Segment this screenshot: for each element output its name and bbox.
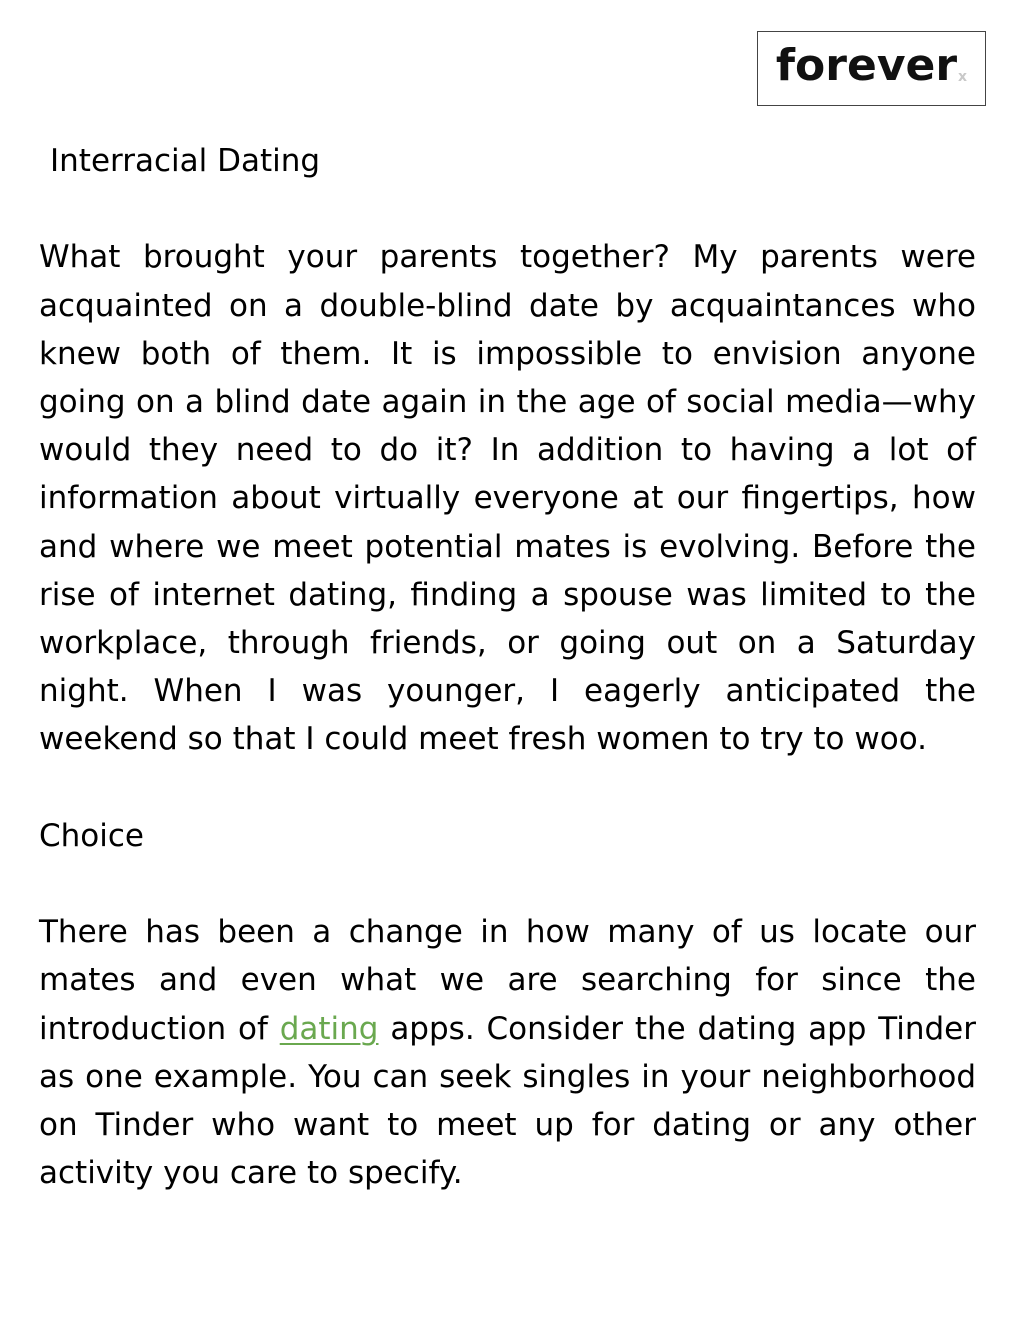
spacer (39, 860, 976, 908)
page-title: Interracial Dating (50, 143, 321, 179)
intro-paragraph: What brought your parents together? My parents were acquainted on a double-blind date by acquaintances who knew both of them. It is impossible to envision anyone going on a blind date again in the age of social media—why would they need to do it? In addition to having a lot of information about virtually everyone at our fingertips, how and where we meet potential mates is evolving. Before the rise of internet dating, finding a spouse was limited to the workplace, through friends, or going out on a Saturday night. When I was younger, I eagerly anticipated the weekend so that I could meet fresh women to try to woo. (39, 239, 976, 758)
section-heading-choice: Choice (39, 817, 144, 854)
brand-logo[interactable] (757, 31, 986, 106)
spacer (39, 185, 976, 233)
choice-paragraph-text-end: apps. Consider the dating app Tinder as one example. You can seek singles in your neighborhood on Tinder who want to meet up for dating or any other activity you care to specify. (39, 1010, 976, 1192)
document-body (39, 137, 976, 1197)
choice-paragraph-text-start: There has been a change in how many of us locate our mates and even what we are searching for since the introduction of (39, 914, 976, 1047)
logo-wordmark: forever (775, 39, 958, 91)
spacer (39, 764, 976, 812)
logo-x-mark: x (958, 68, 968, 85)
choice-paragraph (39, 908, 976, 1197)
dating-link[interactable]: dating (279, 1010, 379, 1047)
